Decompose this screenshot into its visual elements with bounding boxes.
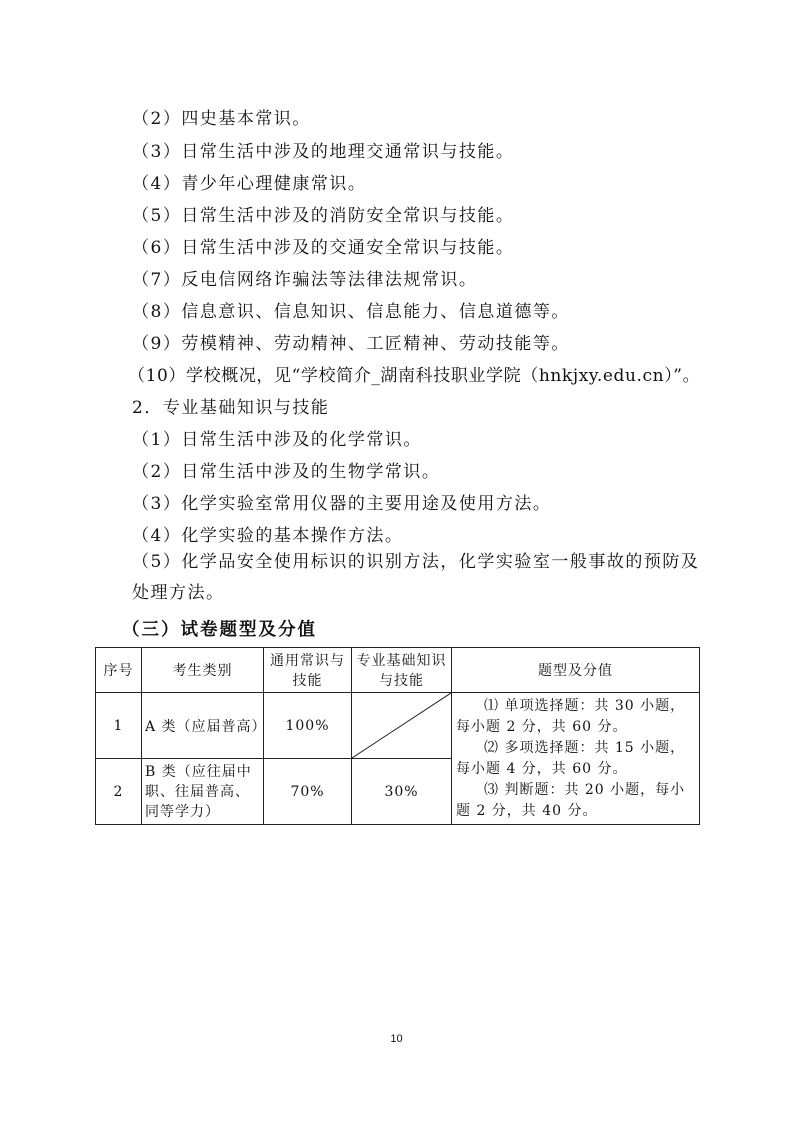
row-number: 2 [96, 759, 142, 825]
section-heading: （三）试卷题型及分值 [122, 620, 317, 640]
diagonal-slash [352, 693, 451, 758]
item-chemistry-knowledge: （1）日常生活中涉及的化学常识。 [132, 430, 422, 450]
item-mental-health: （4）青少年心理健康常识。 [132, 174, 367, 194]
row-category: B 类（应往届中职、往届普高、同等学力） [142, 759, 264, 825]
item-biology-knowledge: （2）日常生活中涉及的生物学常识。 [132, 462, 441, 482]
table-header-row [96, 648, 700, 693]
question-type-line: 每小题 4 分，共 60 分。 [456, 760, 628, 777]
item-labor-spirit: （9）劳模精神、劳动精神、工匠精神、劳动技能等。 [132, 334, 570, 354]
item-traffic-safety: （6）日常生活中涉及的交通安全常识与技能。 [132, 238, 515, 258]
item-anti-fraud-law: （7）反电信网络诈骗法等法律法规常识。 [132, 270, 478, 290]
exam-structure-table [95, 647, 700, 825]
item-four-histories: （2）四史基本常识。 [132, 109, 311, 129]
item-information-literacy: （8）信息意识、信息知识、信息能力、信息道德等。 [132, 302, 570, 322]
header-general: 通用常识与技能 [264, 648, 352, 693]
row-professional-empty [352, 693, 452, 759]
table-row [96, 693, 700, 759]
item-lab-instruments: （3）化学实验室常用仪器的主要用途及使用方法。 [132, 494, 552, 514]
header-number: 序号 [96, 648, 142, 693]
page-number: 10 [390, 1033, 403, 1045]
row-category: A 类（应届普高） [142, 693, 264, 759]
question-type-line: ⑵ 多项选择题：共 15 小题， [484, 739, 686, 756]
row-professional-share: 30% [352, 759, 452, 825]
row-number: 1 [96, 693, 142, 759]
header-professional: 专业基础知识与技能 [352, 648, 452, 693]
subsection-professional-basics: 2．专业基础知识与技能 [132, 398, 330, 418]
question-type-line: ⑶ 判断题：共 20 小题，每小 [484, 781, 686, 798]
item-geography-traffic: （3）日常生活中涉及的地理交通常识与技能。 [132, 142, 515, 162]
question-type-line: 题 2 分，共 40 分。 [456, 802, 598, 819]
item-fire-safety: （5）日常生活中涉及的消防安全常识与技能。 [132, 206, 515, 226]
question-type-line: 每小题 2 分，共 60 分。 [456, 718, 628, 735]
question-types-cell [452, 693, 700, 825]
header-category: 考生类别 [142, 648, 264, 693]
header-question-types: 题型及分值 [452, 648, 700, 693]
item-lab-operations: （4）化学实验的基本操作方法。 [132, 526, 404, 546]
item-school-overview: （10）学校概况，见“学校简介_湖南科技职业学院（hnkjxy.edu.cn）”。 [128, 366, 701, 386]
item-chemical-safety: （5）化学品安全使用标识的识别方法，化学实验室一般事故的预防及处理方法。 [132, 552, 700, 603]
question-type-line: ⑴ 单项选择题：共 30 小题， [484, 697, 686, 714]
row-general-share: 70% [264, 759, 352, 825]
row-general-share: 100% [264, 693, 352, 759]
